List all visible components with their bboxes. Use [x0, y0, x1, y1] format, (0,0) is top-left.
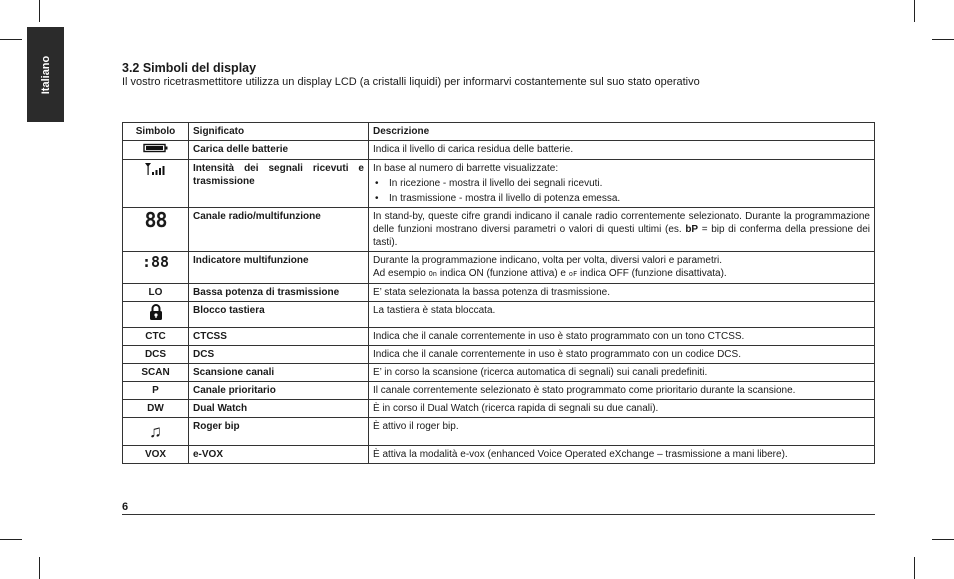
symbol-cell — [123, 160, 189, 208]
table-row — [123, 382, 875, 400]
description-cell: E’ in corso la scansione (ricerca automatica di segnali) sui canali predefiniti. — [369, 364, 875, 382]
symbol-cell: SCAN — [123, 364, 189, 382]
symbol-cell — [123, 141, 189, 160]
table-row — [123, 141, 875, 160]
description-cell: Indica che il canale correntemente in uso è stato programmato con un codice DCS. — [369, 346, 875, 364]
table-row — [123, 446, 875, 464]
crop-mark — [39, 557, 40, 579]
table-row — [123, 284, 875, 302]
meaning-cell: CTCSS — [189, 328, 369, 346]
description-cell: È in corso il Dual Watch (ricerca rapida di segnali su due canali). — [369, 400, 875, 418]
description-cell: Indica il livello di carica residua delle batterie. — [369, 141, 875, 160]
meaning-cell: Roger bip — [189, 418, 369, 446]
meaning-cell: Intensità dei segnali ricevuti e trasmissione — [189, 160, 369, 208]
meaning-cell: e-VOX — [189, 446, 369, 464]
description-text: In stand-by, queste cifre grandi indicano il canale radio correntemente selezionato. Durante la programmazione delle funzioni mostrano diversi parametri o valori di questi ultimi (es. — [373, 211, 870, 235]
symbol-cell — [123, 302, 189, 328]
signal-strength-icon — [144, 162, 168, 176]
table-row — [123, 328, 875, 346]
two-digit-display-icon: 88 — [144, 208, 167, 232]
symbol-cell: LO — [123, 284, 189, 302]
meaning-cell: Blocco tastiera — [189, 302, 369, 328]
meaning-cell: Bassa potenza di trasmissione — [189, 284, 369, 302]
table-row — [123, 252, 875, 284]
symbol-cell — [123, 418, 189, 446]
description-text-tail: = bip di conferma della pressione dei tasti). — [373, 224, 871, 248]
crop-mark — [914, 557, 915, 579]
table-row — [123, 346, 875, 364]
crop-mark — [914, 0, 915, 22]
table-row — [123, 208, 875, 252]
table-row — [123, 364, 875, 382]
header-meaning: Significato — [189, 123, 369, 141]
on-glyph: On — [428, 270, 438, 278]
section-intro: Il vostro ricetrasmettitore utilizza un display LCD (a cristalli liquidi) per informarvi costantemente sul suo stato operativo — [122, 76, 700, 88]
meaning-cell: Scansione canali — [189, 364, 369, 382]
table-row — [123, 160, 875, 208]
section-title: 3.2 Simboli del display — [122, 61, 257, 75]
symbol-cell: DW — [123, 400, 189, 418]
symbol-cell — [123, 252, 189, 284]
header-symbol: Simbolo — [123, 123, 189, 141]
crop-mark — [0, 539, 22, 540]
description-text: indica OFF (funzione disattivata). — [579, 268, 727, 279]
description-cell: È attiva la modalità e-vox (enhanced Voice Operated eXchange – trasmissione a mani libere). — [369, 446, 875, 464]
display-symbols-table — [122, 122, 875, 464]
description-cell — [369, 252, 875, 284]
language-tab — [27, 27, 64, 122]
description-cell: Indica che il canale correntemente in uso è stato programmato con un tono CTCSS. — [369, 328, 875, 346]
bullet-item: • In ricezione - mostra il livello dei segnali ricevuti. — [373, 177, 870, 190]
description-cell: È attivo il roger bip. — [369, 418, 875, 446]
music-note-icon: ♫ — [149, 421, 162, 441]
table-row — [123, 418, 875, 446]
meaning-cell: DCS — [189, 346, 369, 364]
description-line-2 — [373, 267, 870, 281]
meaning-cell: Canale radio/multifunzione — [189, 208, 369, 252]
meaning-cell: Canale prioritario — [189, 382, 369, 400]
meaning-cell: Dual Watch — [189, 400, 369, 418]
symbol-cell: VOX — [123, 446, 189, 464]
meaning-cell: Carica delle batterie — [189, 141, 369, 160]
symbol-cell: DCS — [123, 346, 189, 364]
description-line-1: Durante la programmazione indicano, volta per volta, diversi valori e parametri. — [373, 255, 723, 266]
description-cell — [369, 208, 875, 252]
battery-icon — [143, 143, 169, 153]
crop-mark — [0, 39, 22, 40]
off-glyph: oF — [568, 270, 578, 278]
symbol-cell: CTC — [123, 328, 189, 346]
footer-divider — [122, 514, 875, 515]
description-cell: E’ stata selezionata la bassa potenza di trasmissione. — [369, 284, 875, 302]
description-cell: Il canale correntemente selezionato è stato programmato come prioritario durante la scansione. — [369, 382, 875, 400]
meaning-cell: Indicatore multifunzione — [189, 252, 369, 284]
symbol-cell — [123, 208, 189, 252]
multifunction-indicator-icon: :88 — [141, 253, 170, 271]
lock-icon — [149, 304, 163, 321]
header-description: Descrizione — [369, 123, 875, 141]
description-cell: La tastiera è stata bloccata. — [369, 302, 875, 328]
bullet-item: • In trasmissione - mostra il livello di potenza emessa. — [373, 192, 870, 205]
crop-mark — [932, 539, 954, 540]
description-text: indica ON (funzione attiva) e — [439, 268, 566, 279]
crop-mark — [39, 0, 40, 22]
description-cell — [369, 160, 875, 208]
page-number: 6 — [122, 501, 129, 513]
description-text: Ad esempio — [373, 268, 426, 279]
language-label: Italiano — [39, 55, 52, 94]
table-row — [123, 302, 875, 328]
table-row — [123, 400, 875, 418]
crop-mark — [932, 39, 954, 40]
table-header-row — [123, 123, 875, 141]
symbol-cell: P — [123, 382, 189, 400]
description-text: In base al numero di barrette visualizzate: — [373, 163, 559, 174]
description-bold: bP — [685, 224, 699, 235]
